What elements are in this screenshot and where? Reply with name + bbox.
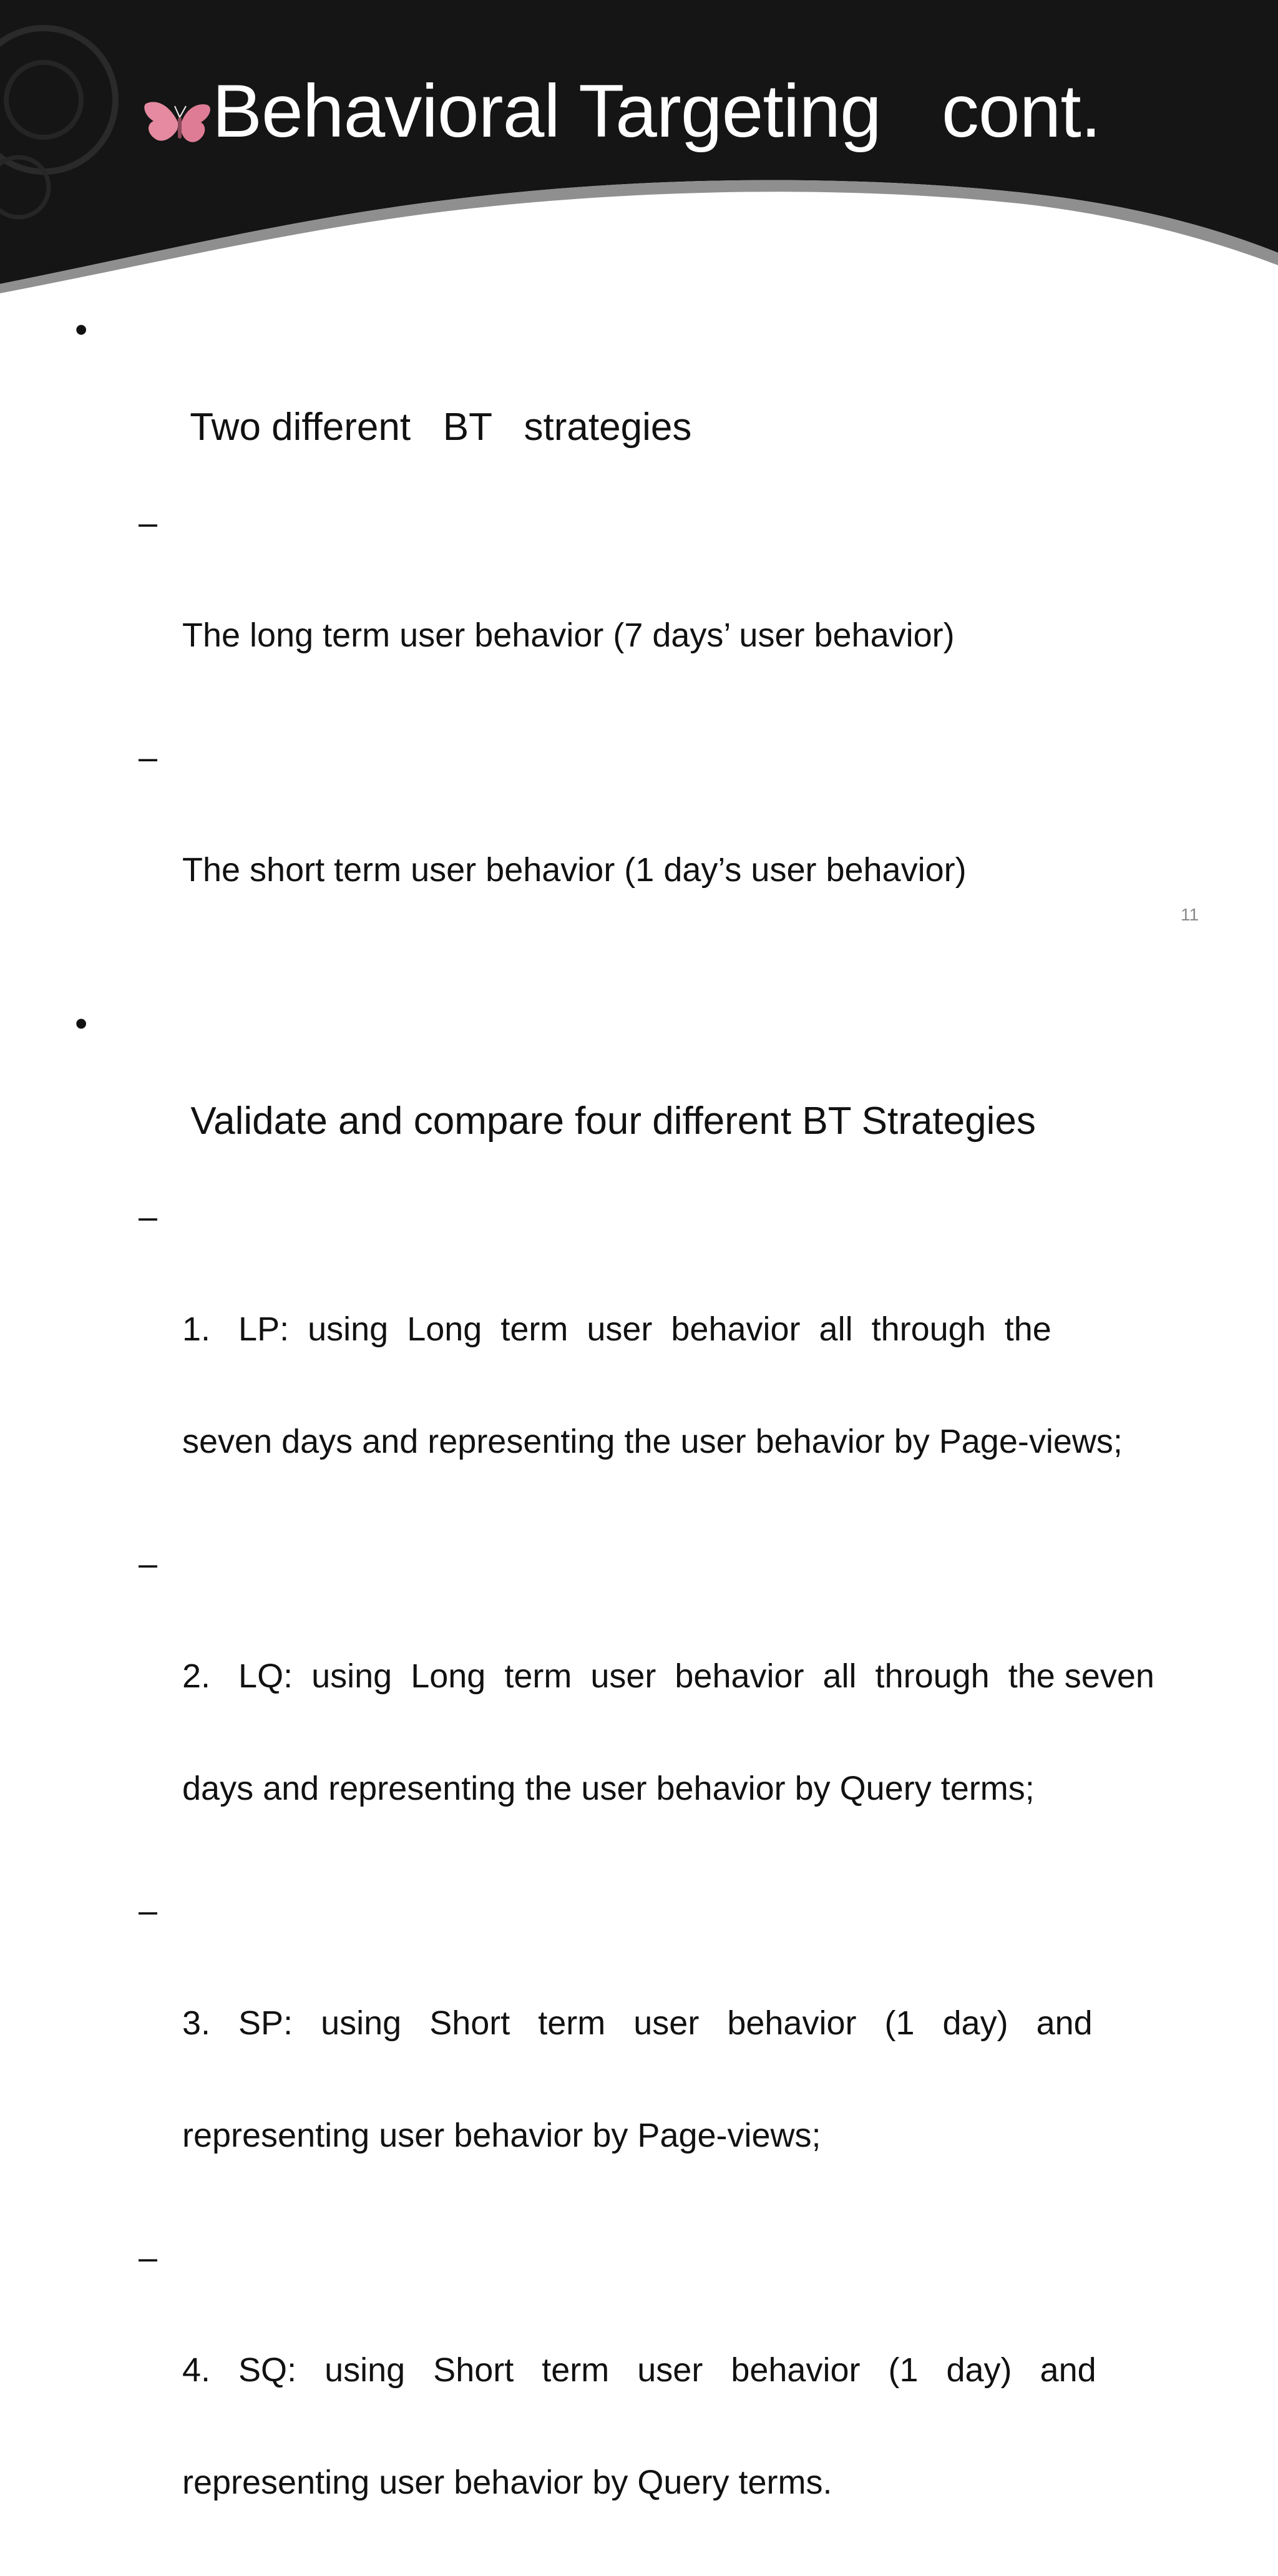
butterfly-icon bbox=[142, 94, 217, 159]
sub-item-line: 4. SQ: using Short term user behavior (1 day) and bbox=[182, 2351, 1096, 2389]
bullet-text: Two different BT strategies bbox=[190, 406, 692, 449]
dash-icon: – bbox=[139, 504, 158, 542]
slide-title: Behavioral Targeting cont. bbox=[212, 69, 1101, 153]
bullet-item bbox=[75, 1000, 1211, 1194]
sub-item-line: representing user behavior by Query terms. bbox=[182, 2464, 832, 2501]
sub-item-line: seven days and representing the user behavior by Page-views; bbox=[182, 1423, 1123, 1460]
sub-item-line: 3. SP: using Short term user behavior (1 day) and bbox=[182, 2004, 1093, 2042]
bullet-text: Validate and compare four different BT Strategies bbox=[190, 1100, 1036, 1143]
dash-icon: – bbox=[139, 1198, 158, 1236]
sub-item bbox=[75, 739, 1211, 964]
bullet-icon: • bbox=[75, 310, 88, 350]
slide-number: 11 bbox=[1181, 905, 1199, 924]
sub-item-line: The short term user behavior (1 day’s user behavior) bbox=[182, 851, 967, 889]
sub-item-line: 1. LP: using Long term user behavior all through the bbox=[182, 1310, 1051, 1348]
dash-icon: – bbox=[139, 1892, 158, 1930]
sub-item-line: The long term user behavior (7 days’ user behavior) bbox=[182, 617, 955, 654]
sub-item bbox=[75, 2239, 1211, 2576]
sub-item bbox=[75, 504, 1211, 729]
dash-icon: – bbox=[139, 739, 158, 776]
sub-item-line: 2. LQ: using Long term user behavior all through the seven bbox=[182, 1657, 1154, 1695]
sub-item bbox=[75, 1892, 1211, 2229]
sub-item-line: days and representing the user behavior by Query terms; bbox=[182, 1770, 1035, 1807]
sub-item-line: representing user behavior by Page-views; bbox=[182, 2117, 821, 2154]
dash-icon: – bbox=[139, 1545, 158, 1583]
slide-content bbox=[75, 300, 1211, 2576]
sub-item bbox=[75, 1198, 1211, 1535]
dash-icon: – bbox=[139, 2239, 158, 2276]
bullet-item bbox=[75, 306, 1211, 500]
bullet-icon: • bbox=[75, 1003, 88, 1044]
sub-item bbox=[75, 1545, 1211, 1882]
